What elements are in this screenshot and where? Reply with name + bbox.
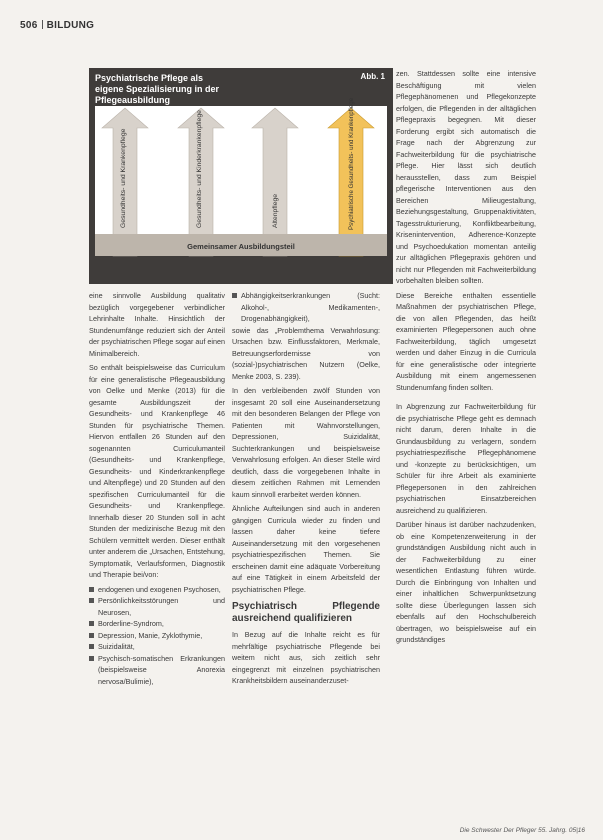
col2-paragraph-2: In den verbleibenden zwölf Stunden von insgesamt 20 soll eine Auseinandersetzung mit den besonderen Belangen der Pflege von Patienten mit Wahnvorstellungen, Depressionen, Suizidalität, Suchterkrankungen und beispielsweise Verwahrlosung erfolgen. An dieser Stelle wird deutlich, dass die vorgegebenen Inhalte in diesem zeitlichen Rahmen mit Lernenden kaum sinnvoll erarbeitet werden können.	[232, 386, 380, 499]
column-2	[232, 290, 380, 690]
list-item: Persönlichkeitsstörungen und Neurosen,	[89, 595, 225, 618]
col3-paragraph-4: Darüber hinaus ist darüber nachzudenken, ob eine Kompetenzerweiterung in der grundständigen Ausbildung nicht auch in der Fachweiterbildung zu einer wesentlichen Entlastung führen würde. Durch die Einbringung von Inhalten und einer inhaltlichen Schwerpunktsetzung sollte diese Überlegungen lassen sich ebenfalls auf den Hochschulbereich übertragen, wo beispielsweise auf ein grundständiges	[396, 520, 536, 644]
col1-paragraph-2: So enthält beispielsweise das Curriculum für eine generalistische Pflegeausbildung von Oelke und Menke (2013) für die gesamte Ausbildungszeit der Gesundheits- und Krankenpflege 46 Stunden für psychiatrische Themen. Hiervon entfallen 26 Stunden auf den sogenannten Curriculumanteil (Gesundheits- und Krankenpflege, Gesundheits- und Kinderkrankenpflege und Altenpflege) und 20 Stunden auf den spezifischen Curriculumanteil für die Gesundheits- und Krankenpflege. Innerhalb dieser 20 Stunden soll in acht Stunden der medizinische Bezug mit den Schülern vermittelt werden. Dieser enthält unter anderem die „Ursachen, Entstehung, Symptomatik, Verlaufsformen, Diagnostik und Therapie bei/von:	[89, 363, 225, 579]
col2-bullet-list	[232, 290, 380, 325]
arrow-label-gkkp: Gesundheits- und Kinderkrankenpflege	[196, 110, 203, 228]
page-footer: Die Schwester Der Pfleger 55. Jahrg. 05|16	[459, 827, 585, 834]
col3-paragraph-2: Diese Bereiche enthalten essentielle Maßnahmen der psychiatrischen Pflege, die von allen Pflegenden, das heißt examinierten Pflegepersonen auch ohne Fachweiterbildung, täglich umgesetzt werden und daher Einzug in die Curricula für eine generalistische oder integrierte Ausbildung mit einem angemessenen Stundenumfang finden sollten.	[396, 290, 536, 392]
page-number: 506	[20, 20, 38, 31]
figure-title	[95, 73, 295, 106]
figure-label: Abb. 1	[360, 72, 385, 81]
arrow-label-gkp: Gesundheits- und Krankenpflege	[120, 128, 127, 228]
list-item: Borderline-Syndrom,	[89, 618, 225, 630]
col2-paragraph-3: Ähnliche Aufteilungen sind auch in anderen gängigen Curricula wieder zu finden und lassen daher keine tiefere Auseinandersetzung mit den vorgesehenen psychiatriespezifischen Themen. Sie erscheinen damit eine adäquate Vorbereitung auf eine Tätigkeit in einem Arbeitsfeld der psychiatrischen Pflege.	[232, 504, 380, 594]
col1-paragraph-1: eine sinnvolle Ausbildung qualitativ bezüglich vorgegebener verbindlicher Lehrinhalte Inhalte. Hinsichtlich der Stundenumfänge reduziert sich der Anteil der psychiatrischen Pflege sogar auf einen Minimalbereich.	[89, 291, 225, 358]
list-item: Abhängigkeitserkrankungen (Sucht: Alkohol-, Medikamenten-, Drogenabhängigkeit),	[232, 290, 380, 325]
arrow-label-psychiatrie: Psychiatrische Gesundheits- und Krankenpflege	[348, 97, 355, 230]
col3-paragraph-1: zen. Stattdessen sollte eine intensive Beschäftigung mit vielen Pflegephänomenen und Pflegekonzepte erfolgen, die Pflegenden in der alltäglichen Pflegepraxis begegnen. Mit dieser Forderung ergibt sich automatisch die Frage nach der Abgrenzung zur Fachweiterbildung für die psychiatrische Pflege. Hier lässt sich deutlich herausstellen, dass zum Beispiel pflegerische Interventionen aus den Bereichen Milieugestaltung, Beziehungsgestaltung, Gruppenaktivitäten, Tagesstrukturierung, Konfliktbearbeitung, Krisenintervention, Adherence-Konzepte und Psychoedukation momentan anteilig zur alltäglichen Pflegepraxis gehören und nicht nur Pflegenden mit Fachweiterbildung vorbehalten bleiben sollten.	[396, 69, 536, 285]
arrow-label-altenpflege: Altenpflege	[272, 193, 279, 228]
col2-heading: Psychiatrisch Pflegende ausreichend qualifizieren	[232, 601, 380, 624]
list-item: endogenen und exogenen Psychosen,	[89, 584, 225, 596]
col1-bullet-list	[89, 584, 225, 688]
list-item: Depression, Manie, Zyklothymie,	[89, 630, 225, 642]
figure-pflege-spezialisierung	[89, 68, 393, 284]
figure-title-line-2: eigene Spezialisierung in der Pflegeausbildung	[95, 84, 220, 105]
section-title: BILDUNG	[46, 20, 95, 31]
list-item: Suizidalität,	[89, 641, 225, 653]
header-divider	[42, 20, 43, 29]
base-label: Gemeinsamer Ausbildungsteil	[187, 242, 295, 251]
column-1	[89, 290, 225, 687]
col3-paragraph-3: In Abgrenzung zur Fachweiterbildung für die psychiatrische Pflege geht es demnach nicht darum, deren Inhalte in die Grundausbildung zu verlagern, sondern psychiatriespezifische Pflegephänomene und -konzepte zu berücksichtigen, um Schüler für ihre Arbeit als examinierte Pflegepersonen in den zahlreichen psychiatrischen Einsatzbereichen ausreichend zu qualifizieren.	[396, 402, 536, 515]
col2-paragraph-1: sowie das „Problemthema Verwahrlosung: Ursachen bzw. Einflussfaktoren, Merkmale, Betreuungserfordernisse von (sozial-)psychiatrischen Nutzern (Oelke, Menke 2003, S. 239).	[232, 325, 380, 381]
page-header	[20, 20, 94, 31]
list-item: Psychisch-somatischen Erkrankungen (beispielsweise Anorexia nervosa/Bulimie),	[89, 653, 225, 688]
column-3	[396, 68, 536, 649]
figure-title-line-1: Psychiatrische Pflege als	[95, 73, 204, 83]
col2-paragraph-4: In Bezug auf die Inhalte reicht es für mehrfältige psychiatrische Pflegende bei weitem nicht aus, sich zeitlich sehr eingegrenzt mit einzelnen psychiatrischen Krankheitsbildern auseinanderzuset-	[232, 630, 380, 685]
